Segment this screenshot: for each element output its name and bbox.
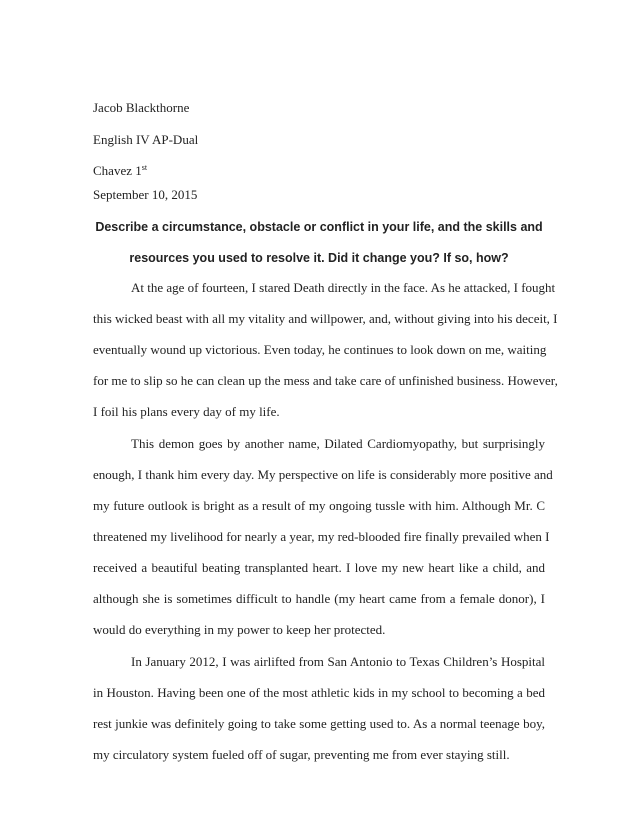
author-name: Jacob Blackthorne xyxy=(93,100,190,115)
teacher-text: Chavez 1 xyxy=(93,163,142,178)
paragraph-1-line: for me to slip so he can clean up the mess and take care of unfinished business. However, xyxy=(93,373,558,388)
course-name: English IV AP-Dual xyxy=(93,132,199,147)
essay-prompt-line-2: resources you used to resolve it. Did it change you? If so, how? xyxy=(129,251,509,265)
paragraph-2-line: enough, I thank him every day. My perspective on life is considerably more positive and xyxy=(93,467,553,482)
paragraph-3-line: rest junkie was definitely going to take some getting used to. As a normal teenage boy, xyxy=(93,716,545,731)
paragraph-3-line: my circulatory system fueled off of sugar, preventing me from ever staying still. xyxy=(93,747,510,762)
paragraph-3-line: in Houston. Having been one of the most athletic kids in my school to becoming a bed xyxy=(93,685,545,700)
period-superscript: st xyxy=(141,163,148,172)
paragraph-1-line: eventually wound up victorious. Even today, he continues to look down on me, waiting xyxy=(93,342,547,357)
essay-date: September 10, 2015 xyxy=(93,187,198,202)
paragraph-2-line: would do everything in my power to keep her protected. xyxy=(93,622,386,637)
teacher-period xyxy=(93,163,147,179)
paragraph-1-line: this wicked beast with all my vitality and willpower, and, without giving into his deceit, I xyxy=(93,311,558,326)
paragraph-2-line: although she is sometimes difficult to handle (my heart came from a female donor), I xyxy=(93,591,545,606)
paragraph-2-line: received a beautiful beating transplanted heart. I love my new heart like a child, and xyxy=(93,560,545,575)
essay-prompt-line-1: Describe a circumstance, obstacle or conflict in your life, and the skills and xyxy=(95,220,543,234)
paragraph-2-line: This demon goes by another name, Dilated Cardiomyopathy, but surprisingly xyxy=(131,436,545,451)
paragraph-2-line: my future outlook is bright as a result of my ongoing tussle with him. Although Mr. C xyxy=(93,498,545,513)
paragraph-1-line: I foil his plans every day of my life. xyxy=(93,404,280,419)
paragraph-1-line: At the age of fourteen, I stared Death directly in the face. As he attacked, I fought xyxy=(131,280,556,295)
paragraph-2-line: threatened my livelihood for nearly a year, my red-blooded fire finally prevailed when I xyxy=(93,529,550,544)
paragraph-3-line: In January 2012, I was airlifted from San Antonio to Texas Children’s Hospital xyxy=(131,654,545,669)
